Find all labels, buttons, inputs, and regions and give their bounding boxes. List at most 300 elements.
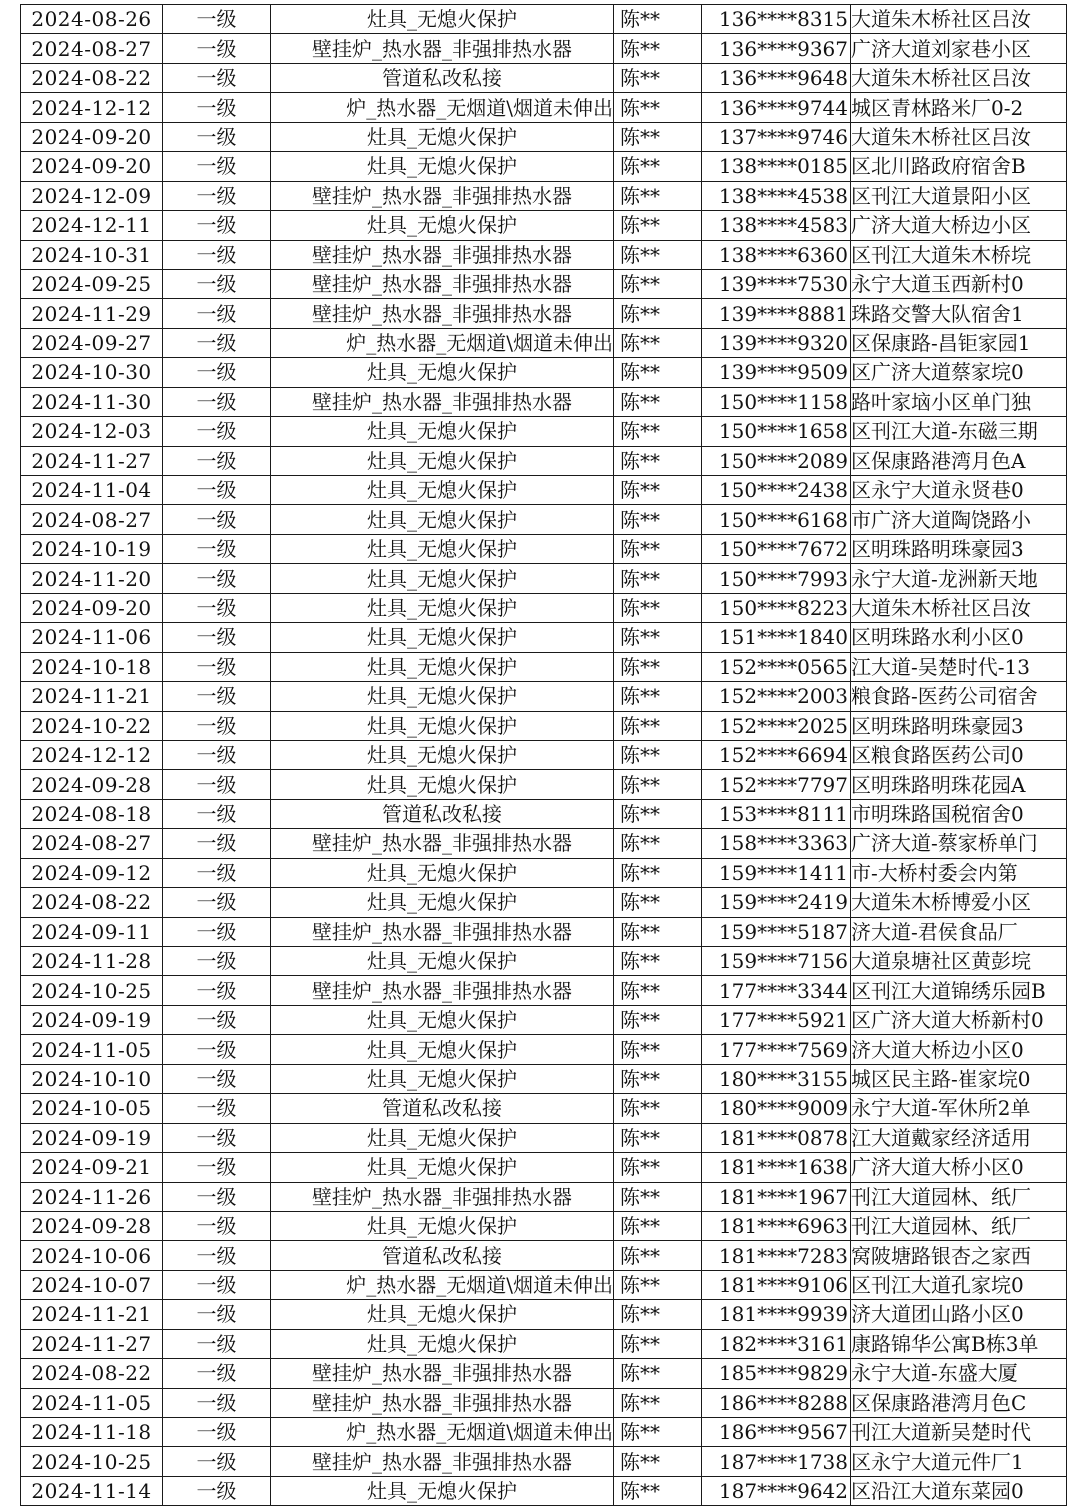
- phone-number-cell: 187****1738: [702, 1447, 851, 1476]
- address-text: 区明珠路明珠豪园3: [851, 713, 1024, 738]
- customer-name-cell: 陈**: [614, 652, 702, 681]
- hazard-type-cell: [271, 652, 614, 681]
- address-cell: [851, 1300, 1067, 1329]
- phone-number-cell: 150****2438: [702, 476, 851, 505]
- phone-number-cell: 150****8223: [702, 593, 851, 622]
- inspection-date-cell: 2024-08-22: [21, 1359, 163, 1388]
- customer-name-cell: 陈**: [614, 93, 702, 122]
- customer-name-cell: 陈**: [614, 211, 702, 240]
- phone-number-cell: 137****9746: [702, 122, 851, 151]
- address-text: 广济大道刘家巷小区: [851, 36, 1031, 61]
- hazard-type-cell: [271, 328, 614, 357]
- hazard-level-cell: 一级: [163, 358, 271, 387]
- address-text: 窝陂塘路银杏之家西: [851, 1243, 1031, 1268]
- address-cell: [851, 740, 1067, 769]
- hazard-type-cell: [271, 358, 614, 387]
- customer-name-cell: 陈**: [614, 1064, 702, 1093]
- hazard-type-cell: [271, 476, 614, 505]
- hazard-level-cell: 一级: [163, 917, 271, 946]
- hazard-type-text: 壁挂炉_热水器_非强排热水器: [312, 301, 572, 326]
- hazard-type-text: 灶具_无熄火保护: [367, 507, 517, 532]
- inspection-date-cell: 2024-11-04: [21, 476, 163, 505]
- hazard-type-text: 壁挂炉_热水器_非强排热水器: [312, 242, 572, 267]
- customer-name-cell: 陈**: [614, 1447, 702, 1476]
- address-text: 区刊江大道锦绣乐园B: [851, 978, 1046, 1003]
- address-text: 大道朱木桥社区吕汝: [851, 124, 1031, 149]
- hazard-type-cell: [271, 682, 614, 711]
- hazard-level-cell: 一级: [163, 652, 271, 681]
- address-cell: [851, 1241, 1067, 1270]
- address-cell: [851, 240, 1067, 269]
- hazard-level-cell: 一级: [163, 417, 271, 446]
- hazard-level-cell: 一级: [163, 682, 271, 711]
- address-text: 刊江大道新吴楚时代: [851, 1420, 1031, 1445]
- table-row: [21, 417, 1067, 446]
- hazard-level-cell: 一级: [163, 1094, 271, 1123]
- customer-name-cell: 陈**: [614, 1270, 702, 1299]
- hazard-level-cell: 一级: [163, 829, 271, 858]
- address-cell: [851, 387, 1067, 416]
- hazard-type-text: 壁挂炉_热水器_非强排热水器: [312, 1361, 572, 1386]
- hazard-type-cell: [271, 417, 614, 446]
- address-text: 永宁大道-东盛大厦: [851, 1361, 1018, 1386]
- table-row: [21, 1359, 1067, 1388]
- hazard-type-text: 炉_热水器_无烟道\烟道未伸出: [346, 95, 613, 120]
- table-row: [21, 534, 1067, 563]
- hazard-type-cell: [271, 152, 614, 181]
- hazard-level-cell: 一级: [163, 1329, 271, 1358]
- phone-number-cell: 177****5921: [702, 1005, 851, 1034]
- hazard-level-cell: 一级: [163, 240, 271, 269]
- address-text: 区刊江大道景阳小区: [851, 183, 1031, 208]
- hazard-type-cell: [271, 1270, 614, 1299]
- address-text: 济大道大桥边小区0: [851, 1037, 1024, 1062]
- customer-name-cell: 陈**: [614, 1211, 702, 1240]
- hazard-type-cell: [271, 505, 614, 534]
- hazard-type-text: 灶具_无熄火保护: [367, 595, 517, 620]
- table-row: [21, 387, 1067, 416]
- hazard-type-text: 灶具_无熄火保护: [367, 1302, 517, 1327]
- address-text: 广济大道-蔡家桥单门: [851, 831, 1038, 856]
- hazard-type-text: 灶具_无熄火保护: [367, 625, 517, 650]
- hazard-type-text: 壁挂炉_热水器_非强排热水器: [312, 183, 572, 208]
- hazard-type-cell: [271, 240, 614, 269]
- address-cell: [851, 1123, 1067, 1152]
- customer-name-cell: 陈**: [614, 5, 702, 34]
- address-cell: [851, 976, 1067, 1005]
- address-text: 区保康路-昌钜家园1: [851, 331, 1031, 356]
- hazard-type-text: 灶具_无熄火保护: [367, 478, 517, 503]
- address-cell: [851, 858, 1067, 887]
- phone-number-cell: 150****6168: [702, 505, 851, 534]
- address-text: 区保康路港湾月色A: [851, 448, 1026, 473]
- address-text: 大道朱木桥社区吕汝: [851, 7, 1031, 32]
- hazard-type-cell: [271, 623, 614, 652]
- hazard-type-cell: [271, 1182, 614, 1211]
- table-row: [21, 1035, 1067, 1064]
- table-row: [21, 888, 1067, 917]
- phone-number-cell: 185****9829: [702, 1359, 851, 1388]
- table-row: [21, 299, 1067, 328]
- hazard-level-cell: 一级: [163, 1359, 271, 1388]
- customer-name-cell: 陈**: [614, 446, 702, 475]
- hazard-level-cell: 一级: [163, 564, 271, 593]
- phone-number-cell: 150****7672: [702, 534, 851, 563]
- phone-number-cell: 182****3161: [702, 1329, 851, 1358]
- hazard-level-cell: 一级: [163, 476, 271, 505]
- hazard-type-cell: [271, 947, 614, 976]
- address-cell: [851, 476, 1067, 505]
- inspection-date-cell: 2024-10-06: [21, 1241, 163, 1270]
- address-text: 城区民主路-崔家垸0: [851, 1066, 1031, 1091]
- hazard-level-cell: 一级: [163, 1123, 271, 1152]
- phone-number-cell: 181****1638: [702, 1153, 851, 1182]
- inspection-date-cell: 2024-12-03: [21, 417, 163, 446]
- hazard-level-cell: 一级: [163, 93, 271, 122]
- hazard-type-text: 灶具_无熄火保护: [367, 419, 517, 444]
- hazard-level-cell: 一级: [163, 976, 271, 1005]
- phone-number-cell: 150****2089: [702, 446, 851, 475]
- hazard-type-cell: [271, 211, 614, 240]
- address-text: 济大道团山路小区0: [851, 1302, 1024, 1327]
- customer-name-cell: 陈**: [614, 328, 702, 357]
- hazard-type-text: 灶具_无熄火保护: [367, 1008, 517, 1033]
- hazard-type-text: 壁挂炉_热水器_非强排热水器: [312, 831, 572, 856]
- address-text: 大道泉塘社区黄彭垸: [851, 949, 1031, 974]
- table-row: [21, 770, 1067, 799]
- phone-number-cell: 187****9642: [702, 1476, 851, 1505]
- address-text: 江大道戴家经济适用: [851, 1125, 1031, 1150]
- table-row: [21, 711, 1067, 740]
- address-cell: [851, 888, 1067, 917]
- table-row: [21, 211, 1067, 240]
- hazard-level-cell: 一级: [163, 1241, 271, 1270]
- inspection-date-cell: 2024-10-22: [21, 711, 163, 740]
- table-row: [21, 446, 1067, 475]
- hazard-type-cell: [271, 1447, 614, 1476]
- phone-number-cell: 136****9367: [702, 34, 851, 63]
- hazard-type-cell: [271, 34, 614, 63]
- table-row: [21, 1241, 1067, 1270]
- table-row: [21, 1388, 1067, 1417]
- customer-name-cell: 陈**: [614, 299, 702, 328]
- inspection-date-cell: 2024-11-21: [21, 682, 163, 711]
- address-cell: [851, 1447, 1067, 1476]
- table-row: [21, 652, 1067, 681]
- address-cell: [851, 122, 1067, 151]
- address-cell: [851, 417, 1067, 446]
- table-row: [21, 829, 1067, 858]
- customer-name-cell: 陈**: [614, 269, 702, 298]
- customer-name-cell: 陈**: [614, 1153, 702, 1182]
- inspection-date-cell: 2024-08-18: [21, 799, 163, 828]
- address-cell: [851, 5, 1067, 34]
- hazard-type-text: 壁挂炉_热水器_非强排热水器: [312, 1390, 572, 1415]
- phone-number-cell: 139****9509: [702, 358, 851, 387]
- customer-name-cell: 陈**: [614, 1388, 702, 1417]
- table-row: [21, 623, 1067, 652]
- hazard-level-cell: 一级: [163, 1476, 271, 1505]
- hazard-type-cell: [271, 1035, 614, 1064]
- phone-number-cell: 136****8315: [702, 5, 851, 34]
- address-text: 区保康路港湾月色C: [851, 1390, 1027, 1415]
- address-cell: [851, 328, 1067, 357]
- hazard-type-text: 壁挂炉_热水器_非强排热水器: [312, 1449, 572, 1474]
- table-row: [21, 1182, 1067, 1211]
- address-cell: [851, 63, 1067, 92]
- address-text: 广济大道大桥小区0: [851, 1155, 1024, 1180]
- customer-name-cell: 陈**: [614, 417, 702, 446]
- address-text: 路叶家垴小区单门独: [851, 389, 1031, 414]
- table-row: [21, 1300, 1067, 1329]
- hazard-type-text: 灶具_无熄火保护: [367, 1331, 517, 1356]
- table-row: [21, 564, 1067, 593]
- inspection-date-cell: 2024-08-26: [21, 5, 163, 34]
- customer-name-cell: 陈**: [614, 947, 702, 976]
- hazard-type-text: 灶具_无熄火保护: [367, 566, 517, 591]
- address-cell: [851, 211, 1067, 240]
- customer-name-cell: 陈**: [614, 1005, 702, 1034]
- hazard-level-cell: 一级: [163, 1211, 271, 1240]
- phone-number-cell: 139****8881: [702, 299, 851, 328]
- hazard-type-text: 灶具_无熄火保护: [367, 1214, 517, 1239]
- phone-number-cell: 136****9648: [702, 63, 851, 92]
- table-row: [21, 858, 1067, 887]
- inspection-date-cell: 2024-11-26: [21, 1182, 163, 1211]
- table-row: [21, 63, 1067, 92]
- inspection-date-cell: 2024-10-05: [21, 1094, 163, 1123]
- hazard-level-cell: 一级: [163, 1388, 271, 1417]
- customer-name-cell: 陈**: [614, 740, 702, 769]
- phone-number-cell: 150****7993: [702, 564, 851, 593]
- hazard-record-table: [20, 4, 1067, 1506]
- hazard-level-cell: 一级: [163, 799, 271, 828]
- address-cell: [851, 564, 1067, 593]
- hazard-type-text: 灶具_无熄火保护: [367, 1125, 517, 1150]
- table-row: [21, 976, 1067, 1005]
- hazard-type-text: 灶具_无熄火保护: [367, 213, 517, 238]
- hazard-type-cell: [271, 888, 614, 917]
- hazard-type-cell: [271, 1211, 614, 1240]
- inspection-date-cell: 2024-10-31: [21, 240, 163, 269]
- inspection-date-cell: 2024-08-27: [21, 829, 163, 858]
- customer-name-cell: 陈**: [614, 1300, 702, 1329]
- hazard-type-cell: [271, 299, 614, 328]
- address-cell: [851, 181, 1067, 210]
- address-cell: [851, 93, 1067, 122]
- address-text: 区粮食路医药公司0: [851, 743, 1024, 768]
- address-text: 城区青林路米厂0-2: [851, 95, 1024, 120]
- address-cell: [851, 1064, 1067, 1093]
- inspection-date-cell: 2024-09-27: [21, 328, 163, 357]
- address-text: 刊江大道园林、纸厂: [851, 1184, 1031, 1209]
- inspection-date-cell: 2024-10-25: [21, 976, 163, 1005]
- table-row: [21, 947, 1067, 976]
- inspection-date-cell: 2024-08-22: [21, 888, 163, 917]
- table-row: [21, 740, 1067, 769]
- hazard-level-cell: 一级: [163, 888, 271, 917]
- phone-number-cell: 181****9106: [702, 1270, 851, 1299]
- address-text: 市明珠路国税宿舍0: [851, 802, 1024, 827]
- hazard-type-text: 炉_热水器_无烟道\烟道未伸出: [346, 1420, 613, 1445]
- hazard-level-cell: 一级: [163, 505, 271, 534]
- hazard-type-cell: [271, 740, 614, 769]
- hazard-type-cell: [271, 711, 614, 740]
- phone-number-cell: 136****9744: [702, 93, 851, 122]
- phone-number-cell: 159****2419: [702, 888, 851, 917]
- phone-number-cell: 180****3155: [702, 1064, 851, 1093]
- address-cell: [851, 534, 1067, 563]
- hazard-type-cell: [271, 1005, 614, 1034]
- inspection-date-cell: 2024-11-21: [21, 1300, 163, 1329]
- address-cell: [851, 1035, 1067, 1064]
- hazard-type-text: 灶具_无熄火保护: [367, 949, 517, 974]
- hazard-type-text: 壁挂炉_热水器_非强排热水器: [312, 36, 572, 61]
- hazard-level-cell: 一级: [163, 299, 271, 328]
- table-row: [21, 1476, 1067, 1505]
- address-cell: [851, 1359, 1067, 1388]
- hazard-type-text: 灶具_无熄火保护: [367, 860, 517, 885]
- hazard-type-text: 炉_热水器_无烟道\烟道未伸出: [346, 1273, 613, 1298]
- inspection-date-cell: 2024-11-14: [21, 1476, 163, 1505]
- hazard-type-cell: [271, 1300, 614, 1329]
- hazard-level-cell: 一级: [163, 534, 271, 563]
- hazard-level-cell: 一级: [163, 211, 271, 240]
- address-cell: [851, 1329, 1067, 1358]
- address-text: 刊江大道园林、纸厂: [851, 1214, 1031, 1239]
- address-text: 江大道-吴楚时代-13: [851, 654, 1030, 679]
- hazard-level-cell: 一级: [163, 181, 271, 210]
- address-cell: [851, 1153, 1067, 1182]
- table-row: [21, 181, 1067, 210]
- hazard-type-cell: [271, 63, 614, 92]
- hazard-type-text: 管道私改私接: [382, 1243, 502, 1268]
- hazard-type-cell: [271, 593, 614, 622]
- table-row: [21, 682, 1067, 711]
- inspection-date-cell: 2024-09-21: [21, 1153, 163, 1182]
- inspection-date-cell: 2024-12-12: [21, 93, 163, 122]
- address-cell: [851, 623, 1067, 652]
- address-cell: [851, 711, 1067, 740]
- hazard-level-cell: 一级: [163, 446, 271, 475]
- inspection-date-cell: 2024-09-19: [21, 1123, 163, 1152]
- customer-name-cell: 陈**: [614, 976, 702, 1005]
- customer-name-cell: 陈**: [614, 1035, 702, 1064]
- address-cell: [851, 1476, 1067, 1505]
- address-text: 区刊江大道-东磁三期: [851, 419, 1038, 444]
- address-cell: [851, 947, 1067, 976]
- address-cell: [851, 770, 1067, 799]
- customer-name-cell: 陈**: [614, 1418, 702, 1447]
- table-row: [21, 152, 1067, 181]
- address-text: 粮食路-医药公司宿舍: [851, 684, 1038, 709]
- customer-name-cell: 陈**: [614, 829, 702, 858]
- table-row: [21, 1153, 1067, 1182]
- phone-number-cell: 181****6963: [702, 1211, 851, 1240]
- customer-name-cell: 陈**: [614, 358, 702, 387]
- customer-name-cell: 陈**: [614, 505, 702, 534]
- table-row: [21, 1064, 1067, 1093]
- inspection-date-cell: 2024-11-06: [21, 623, 163, 652]
- hazard-type-text: 管道私改私接: [382, 66, 502, 91]
- inspection-date-cell: 2024-10-30: [21, 358, 163, 387]
- table-row: [21, 1270, 1067, 1299]
- phone-number-cell: 152****2025: [702, 711, 851, 740]
- hazard-type-cell: [271, 446, 614, 475]
- hazard-level-cell: 一级: [163, 5, 271, 34]
- hazard-type-cell: [271, 564, 614, 593]
- customer-name-cell: 陈**: [614, 858, 702, 887]
- customer-name-cell: 陈**: [614, 711, 702, 740]
- hazard-level-cell: 一级: [163, 1300, 271, 1329]
- hazard-level-cell: 一级: [163, 593, 271, 622]
- address-text: 区明珠路明珠豪园3: [851, 537, 1024, 562]
- address-text: 区永宁大道元件厂1: [851, 1449, 1024, 1474]
- customer-name-cell: 陈**: [614, 152, 702, 181]
- hazard-type-text: 灶具_无熄火保护: [367, 7, 517, 32]
- table-row: [21, 1418, 1067, 1447]
- hazard-type-text: 灶具_无熄火保护: [367, 684, 517, 709]
- customer-name-cell: 陈**: [614, 34, 702, 63]
- customer-name-cell: 陈**: [614, 623, 702, 652]
- hazard-type-cell: [271, 770, 614, 799]
- address-cell: [851, 1211, 1067, 1240]
- address-text: 区广济大道大桥新村0: [851, 1008, 1044, 1033]
- hazard-type-cell: [271, 387, 614, 416]
- hazard-type-text: 壁挂炉_热水器_非强排热水器: [312, 978, 572, 1003]
- customer-name-cell: 陈**: [614, 682, 702, 711]
- hazard-level-cell: 一级: [163, 623, 271, 652]
- address-cell: [851, 269, 1067, 298]
- table-row: [21, 505, 1067, 534]
- table-row: [21, 122, 1067, 151]
- address-text: 济大道-君侯食品厂: [851, 919, 1018, 944]
- customer-name-cell: 陈**: [614, 917, 702, 946]
- table-row: [21, 1447, 1067, 1476]
- customer-name-cell: 陈**: [614, 1329, 702, 1358]
- customer-name-cell: 陈**: [614, 122, 702, 151]
- hazard-type-cell: [271, 122, 614, 151]
- hazard-level-cell: 一级: [163, 1005, 271, 1034]
- customer-name-cell: 陈**: [614, 1123, 702, 1152]
- hazard-type-text: 灶具_无熄火保护: [367, 537, 517, 562]
- inspection-date-cell: 2024-11-29: [21, 299, 163, 328]
- customer-name-cell: 陈**: [614, 534, 702, 563]
- hazard-type-text: 灶具_无熄火保护: [367, 124, 517, 149]
- hazard-type-cell: [271, 829, 614, 858]
- hazard-level-cell: 一级: [163, 770, 271, 799]
- customer-name-cell: 陈**: [614, 1094, 702, 1123]
- inspection-date-cell: 2024-10-19: [21, 534, 163, 563]
- hazard-type-text: 灶具_无熄火保护: [367, 713, 517, 738]
- hazard-type-text: 灶具_无熄火保护: [367, 772, 517, 797]
- hazard-type-cell: [271, 1064, 614, 1093]
- inspection-date-cell: 2024-09-19: [21, 1005, 163, 1034]
- phone-number-cell: 138****4583: [702, 211, 851, 240]
- address-cell: [851, 799, 1067, 828]
- address-cell: [851, 1270, 1067, 1299]
- address-cell: [851, 917, 1067, 946]
- address-cell: [851, 1182, 1067, 1211]
- address-cell: [851, 299, 1067, 328]
- phone-number-cell: 177****7569: [702, 1035, 851, 1064]
- address-text: 永宁大道玉西新村0: [851, 272, 1024, 297]
- hazard-type-text: 壁挂炉_热水器_非强排热水器: [312, 389, 572, 414]
- address-text: 大道朱木桥社区吕汝: [851, 595, 1031, 620]
- hazard-level-cell: 一级: [163, 269, 271, 298]
- phone-number-cell: 139****9320: [702, 328, 851, 357]
- phone-number-cell: 138****4538: [702, 181, 851, 210]
